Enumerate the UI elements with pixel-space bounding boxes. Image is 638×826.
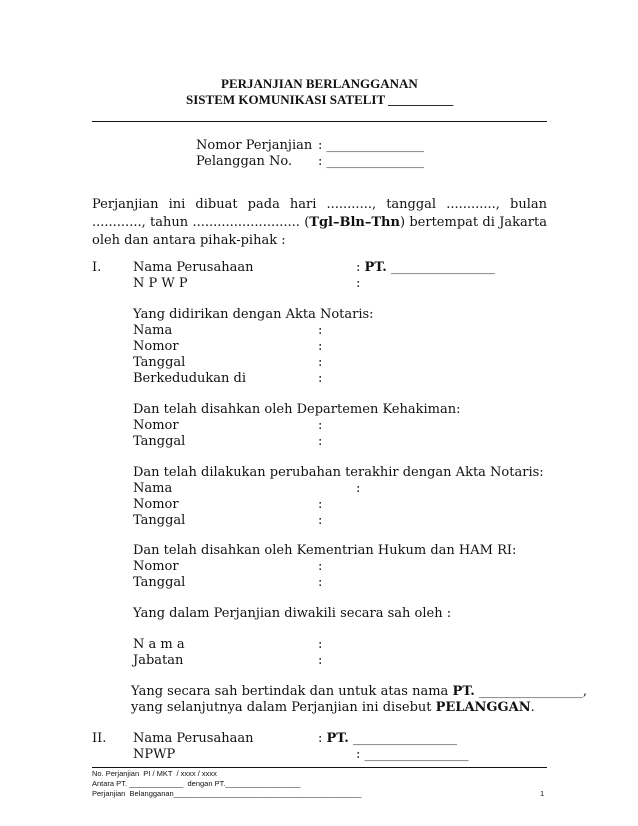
akta-berkedudukan-label: Berkedudukan di	[133, 371, 247, 386]
pelanggan-no-value: : _______________	[318, 154, 425, 169]
party2-company-label: Nama Perusahaan	[133, 731, 254, 746]
dep-tanggal-colon: :	[318, 434, 323, 449]
nomor-perjanjian-value: : _______________	[318, 138, 425, 153]
ham-nomor-label: Nomor	[133, 559, 179, 574]
dep-tanggal-label: Tanggal	[133, 434, 186, 449]
closing1-text: Yang secara sah bertindak dan untuk atas nama	[131, 684, 453, 699]
footer-page-number: 1	[540, 789, 545, 798]
perubahan-heading: Dan telah dilakukan perubahan terakhir dengan Akta Notaris:	[133, 465, 544, 480]
akta-heading: Yang didirikan dengan Akta Notaris:	[133, 307, 374, 322]
akta-berkedudukan-colon: :	[318, 371, 323, 386]
perubahan-tanggal-colon: :	[318, 513, 323, 528]
party1-closing-line1	[131, 684, 588, 700]
party1-npwp-colon: :	[356, 276, 361, 291]
perubahan-nomor-colon: :	[318, 497, 323, 512]
party2-npwp-label: NPWP	[133, 747, 176, 762]
header-divider	[92, 121, 547, 122]
closing1-blank: ________________,	[474, 684, 588, 699]
perubahan-tanggal-label: Tanggal	[133, 513, 186, 528]
party1-company-label: Nama Perusahaan	[133, 260, 254, 275]
akta-nomor-colon: :	[318, 339, 323, 354]
perubahan-nomor-label: Nomor	[133, 497, 179, 512]
party1-company-value	[356, 260, 495, 276]
perubahan-nama-colon: :	[356, 481, 361, 496]
document-title-line1: PERJANJIAN BERLANGGANAN	[221, 76, 418, 91]
akta-nama-label: Nama	[133, 323, 173, 338]
wakil-jabatan-colon: :	[318, 653, 323, 668]
closing2-text: yang selanjutnya dalam Perjanjian ini disebut	[131, 700, 436, 715]
party2-company-value	[318, 731, 457, 747]
party2-company-pt: PT.	[326, 731, 349, 746]
dep-nomor-label: Nomor	[133, 418, 179, 433]
party1-npwp-label: N P W P	[133, 276, 188, 291]
party2-company-colon: :	[318, 731, 323, 746]
party1-number: I.	[92, 260, 102, 275]
party1-company-blank: ________________	[390, 260, 495, 275]
akta-tanggal-colon: :	[318, 355, 323, 370]
footer-divider	[92, 767, 547, 768]
nomor-perjanjian-label: Nomor Perjanjian	[196, 138, 313, 153]
dep-nomor-colon: :	[318, 418, 323, 433]
akta-nama-colon: :	[318, 323, 323, 338]
ham-heading: Dan telah disahkan oleh Kementrian Hukum dan HAM RI:	[133, 543, 517, 558]
intro-date-format: Tgl–Bln–Thn	[309, 215, 400, 230]
ham-tanggal-colon: :	[318, 575, 323, 590]
party2-number: II.	[92, 731, 107, 746]
dep-kehakiman-heading: Dan telah disahkan oleh Departemen Kehakiman:	[133, 402, 461, 417]
closing2-end: .	[530, 700, 535, 715]
document-title-line2: SISTEM KOMUNIKASI SATELIT __________	[186, 92, 454, 107]
intro-text-1: Perjanjian ini dibuat pada hari ..........., tanggal ............, bulan ............, tahun .......................... (	[92, 197, 547, 230]
akta-tanggal-label: Tanggal	[133, 355, 186, 370]
footer-parties: Antara PT. _____________ dengan PT.__________________	[92, 779, 301, 788]
perubahan-nama-label: Nama	[133, 481, 173, 496]
party2-npwp-value: : ________________	[356, 747, 469, 762]
pelanggan-no-label: Pelanggan No.	[196, 154, 293, 169]
wakil-nama-colon: :	[318, 637, 323, 652]
wakil-jabatan-label: Jabatan	[133, 653, 184, 668]
wakil-nama-label: N a m a	[133, 637, 185, 652]
party1-company-pt: PT.	[364, 260, 387, 275]
closing2-pelanggan: PELANGGAN	[435, 700, 531, 715]
party2-company-blank: ________________	[352, 731, 457, 746]
footer-agreement-title: Perjanjian Belangganan_____________________________________________	[92, 789, 362, 798]
party1-closing-line2	[131, 700, 535, 716]
intro-text-2: ) bertempat di Jakarta oleh dan antara pihak-pihak :	[92, 215, 547, 248]
footer-agreement-number: No. Perjanjian PI / MKT / xxxx / xxxx	[92, 769, 217, 778]
ham-tanggal-label: Tanggal	[133, 575, 186, 590]
wakil-heading: Yang dalam Perjanjian diwakili secara sah oleh :	[133, 606, 452, 621]
akta-nomor-label: Nomor	[133, 339, 179, 354]
party1-company-colon: :	[356, 260, 361, 275]
ham-nomor-colon: :	[318, 559, 323, 574]
closing1-pt: PT.	[452, 684, 475, 699]
intro-paragraph	[92, 196, 547, 250]
